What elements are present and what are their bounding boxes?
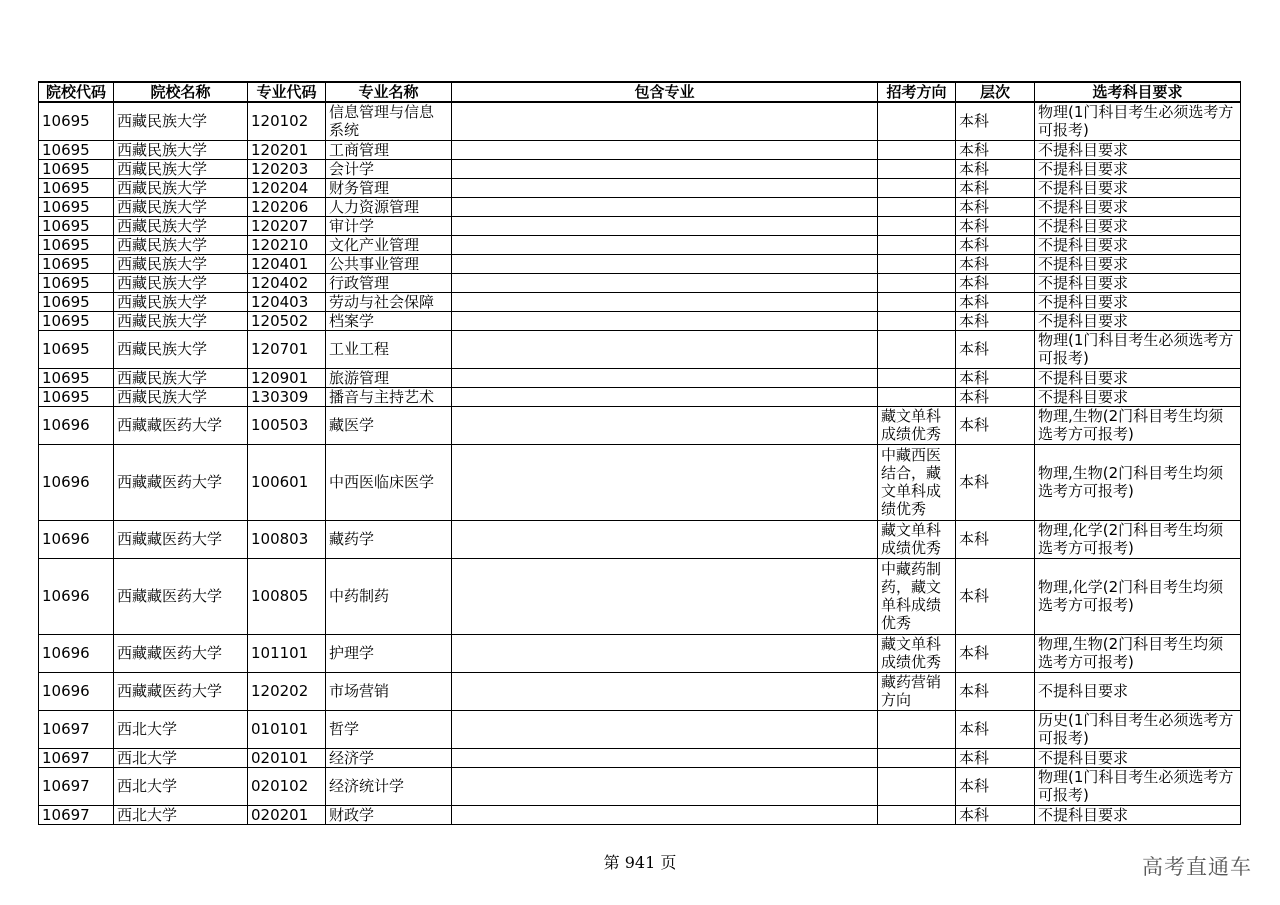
cell-direction	[878, 748, 956, 767]
cell-direction: 藏药营销方向	[878, 672, 956, 710]
table-row	[39, 805, 1241, 824]
cell-major-name: 哲学	[326, 710, 452, 748]
cell-included-majors	[452, 292, 878, 311]
table-row	[39, 102, 1241, 140]
cell-subject-requirement: 不提科目要求	[1035, 387, 1241, 406]
cell-school-code: 10696	[39, 672, 114, 710]
table-row	[39, 197, 1241, 216]
cell-school-code: 10695	[39, 387, 114, 406]
cell-major-name: 中药制药	[326, 558, 452, 634]
header-included-majors: 包含专业	[452, 82, 878, 102]
cell-direction	[878, 159, 956, 178]
cell-school-code: 10697	[39, 710, 114, 748]
cell-included-majors	[452, 197, 878, 216]
cell-school-code: 10697	[39, 805, 114, 824]
cell-school-code: 10695	[39, 159, 114, 178]
cell-level: 本科	[956, 520, 1035, 558]
cell-major-name: 经济学	[326, 748, 452, 767]
header-school-code: 院校代码	[39, 82, 114, 102]
cell-major-name: 行政管理	[326, 273, 452, 292]
cell-major-name: 经济统计学	[326, 767, 452, 805]
cell-included-majors	[452, 710, 878, 748]
cell-school-name: 西藏民族大学	[114, 197, 248, 216]
cell-subject-requirement: 不提科目要求	[1035, 216, 1241, 235]
table-row	[39, 140, 1241, 159]
cell-major-code: 120210	[248, 235, 326, 254]
cell-subject-requirement: 不提科目要求	[1035, 805, 1241, 824]
header-major-name: 专业名称	[326, 82, 452, 102]
cell-school-name: 西北大学	[114, 748, 248, 767]
page-number: 第 941 页	[603, 853, 677, 872]
cell-school-code: 10697	[39, 748, 114, 767]
cell-major-code: 020102	[248, 767, 326, 805]
cell-level: 本科	[956, 140, 1035, 159]
cell-level: 本科	[956, 748, 1035, 767]
cell-subject-requirement: 不提科目要求	[1035, 197, 1241, 216]
cell-major-code: 010101	[248, 710, 326, 748]
cell-level: 本科	[956, 444, 1035, 520]
cell-subject-requirement: 不提科目要求	[1035, 368, 1241, 387]
cell-school-name: 西藏藏医药大学	[114, 634, 248, 672]
cell-major-code: 120206	[248, 197, 326, 216]
cell-major-name: 工商管理	[326, 140, 452, 159]
cell-included-majors	[452, 102, 878, 140]
cell-major-name: 财务管理	[326, 178, 452, 197]
cell-included-majors	[452, 805, 878, 824]
cell-level: 本科	[956, 368, 1035, 387]
cell-subject-requirement: 不提科目要求	[1035, 748, 1241, 767]
table-row	[39, 254, 1241, 273]
cell-school-code: 10695	[39, 330, 114, 368]
cell-level: 本科	[956, 216, 1035, 235]
table-row	[39, 634, 1241, 672]
cell-included-majors	[452, 368, 878, 387]
cell-level: 本科	[956, 292, 1035, 311]
cell-subject-requirement: 不提科目要求	[1035, 140, 1241, 159]
cell-direction: 藏文单科成绩优秀	[878, 406, 956, 444]
cell-direction	[878, 178, 956, 197]
table-row	[39, 159, 1241, 178]
cell-major-code: 020101	[248, 748, 326, 767]
cell-school-name: 西藏民族大学	[114, 273, 248, 292]
cell-major-code: 100803	[248, 520, 326, 558]
cell-school-name: 西藏民族大学	[114, 311, 248, 330]
admission-table	[38, 81, 1241, 825]
cell-major-code: 120102	[248, 102, 326, 140]
cell-major-name: 财政学	[326, 805, 452, 824]
cell-major-name: 人力资源管理	[326, 197, 452, 216]
cell-school-name: 西北大学	[114, 767, 248, 805]
cell-major-code: 100503	[248, 406, 326, 444]
cell-school-code: 10695	[39, 197, 114, 216]
table-row	[39, 558, 1241, 634]
cell-major-code: 120203	[248, 159, 326, 178]
cell-included-majors	[452, 311, 878, 330]
cell-school-code: 10696	[39, 444, 114, 520]
header-school-name: 院校名称	[114, 82, 248, 102]
cell-school-name: 西藏藏医药大学	[114, 672, 248, 710]
cell-level: 本科	[956, 672, 1035, 710]
cell-subject-requirement: 不提科目要求	[1035, 292, 1241, 311]
cell-level: 本科	[956, 235, 1035, 254]
cell-major-name: 工业工程	[326, 330, 452, 368]
cell-school-code: 10695	[39, 311, 114, 330]
cell-level: 本科	[956, 102, 1035, 140]
cell-school-name: 西北大学	[114, 805, 248, 824]
cell-subject-requirement: 不提科目要求	[1035, 672, 1241, 710]
cell-school-name: 西藏民族大学	[114, 216, 248, 235]
cell-included-majors	[452, 748, 878, 767]
cell-level: 本科	[956, 710, 1035, 748]
cell-major-name: 中西医临床医学	[326, 444, 452, 520]
cell-school-name: 西藏民族大学	[114, 387, 248, 406]
table-row	[39, 672, 1241, 710]
cell-major-code: 120204	[248, 178, 326, 197]
cell-school-name: 西北大学	[114, 710, 248, 748]
cell-direction	[878, 368, 956, 387]
cell-direction	[878, 216, 956, 235]
cell-school-name: 西藏藏医药大学	[114, 558, 248, 634]
cell-major-name: 藏药学	[326, 520, 452, 558]
cell-included-majors	[452, 159, 878, 178]
cell-direction: 中藏药制药，藏文单科成绩优秀	[878, 558, 956, 634]
cell-subject-requirement: 不提科目要求	[1035, 254, 1241, 273]
cell-subject-requirement: 物理(1门科目考生必须选考方可报考)	[1035, 767, 1241, 805]
cell-subject-requirement: 不提科目要求	[1035, 235, 1241, 254]
cell-major-name: 信息管理与信息系统	[326, 102, 452, 140]
cell-subject-requirement: 不提科目要求	[1035, 178, 1241, 197]
cell-included-majors	[452, 444, 878, 520]
cell-included-majors	[452, 672, 878, 710]
cell-subject-requirement: 物理(1门科目考生必须选考方可报考)	[1035, 102, 1241, 140]
cell-major-code: 100601	[248, 444, 326, 520]
cell-subject-requirement: 物理,生物(2门科目考生均须选考方可报考)	[1035, 406, 1241, 444]
cell-major-name: 档案学	[326, 311, 452, 330]
cell-school-name: 西藏民族大学	[114, 292, 248, 311]
cell-included-majors	[452, 767, 878, 805]
table-row	[39, 444, 1241, 520]
cell-school-code: 10695	[39, 178, 114, 197]
cell-school-code: 10695	[39, 292, 114, 311]
cell-subject-requirement: 不提科目要求	[1035, 159, 1241, 178]
table-row	[39, 235, 1241, 254]
cell-level: 本科	[956, 254, 1035, 273]
cell-included-majors	[452, 140, 878, 159]
cell-major-name: 审计学	[326, 216, 452, 235]
cell-direction	[878, 235, 956, 254]
cell-level: 本科	[956, 805, 1035, 824]
table-row	[39, 178, 1241, 197]
table-body	[39, 102, 1241, 824]
cell-level: 本科	[956, 558, 1035, 634]
cell-major-code: 120401	[248, 254, 326, 273]
cell-level: 本科	[956, 178, 1035, 197]
cell-level: 本科	[956, 311, 1035, 330]
cell-level: 本科	[956, 387, 1035, 406]
table-row	[39, 520, 1241, 558]
cell-direction	[878, 387, 956, 406]
table-row	[39, 330, 1241, 368]
table-row	[39, 273, 1241, 292]
table-row	[39, 216, 1241, 235]
cell-school-name: 西藏民族大学	[114, 330, 248, 368]
cell-major-code: 120402	[248, 273, 326, 292]
cell-major-name: 护理学	[326, 634, 452, 672]
cell-school-code: 10696	[39, 634, 114, 672]
cell-subject-requirement: 物理(1门科目考生必须选考方可报考)	[1035, 330, 1241, 368]
cell-level: 本科	[956, 330, 1035, 368]
cell-school-code: 10695	[39, 102, 114, 140]
cell-direction	[878, 292, 956, 311]
cell-major-code: 120901	[248, 368, 326, 387]
cell-direction: 藏文单科成绩优秀	[878, 634, 956, 672]
cell-direction	[878, 805, 956, 824]
cell-major-name: 会计学	[326, 159, 452, 178]
cell-subject-requirement: 物理,生物(2门科目考生均须选考方可报考)	[1035, 444, 1241, 520]
cell-included-majors	[452, 520, 878, 558]
table-header-row	[39, 82, 1241, 102]
cell-major-code: 120202	[248, 672, 326, 710]
cell-level: 本科	[956, 767, 1035, 805]
cell-direction	[878, 330, 956, 368]
cell-school-code: 10695	[39, 254, 114, 273]
cell-major-code: 120403	[248, 292, 326, 311]
cell-subject-requirement: 物理,化学(2门科目考生均须选考方可报考)	[1035, 520, 1241, 558]
table-row	[39, 767, 1241, 805]
cell-level: 本科	[956, 197, 1035, 216]
cell-school-code: 10695	[39, 216, 114, 235]
cell-major-code: 120207	[248, 216, 326, 235]
cell-school-code: 10695	[39, 235, 114, 254]
cell-school-name: 西藏民族大学	[114, 159, 248, 178]
cell-subject-requirement: 物理,化学(2门科目考生均须选考方可报考)	[1035, 558, 1241, 634]
header-level: 层次	[956, 82, 1035, 102]
cell-major-code: 101101	[248, 634, 326, 672]
cell-school-name: 西藏民族大学	[114, 254, 248, 273]
cell-direction	[878, 140, 956, 159]
header-direction: 招考方向	[878, 82, 956, 102]
cell-major-code: 130309	[248, 387, 326, 406]
table-row	[39, 387, 1241, 406]
cell-school-name: 西藏藏医药大学	[114, 520, 248, 558]
cell-level: 本科	[956, 634, 1035, 672]
cell-subject-requirement: 物理,生物(2门科目考生均须选考方可报考)	[1035, 634, 1241, 672]
cell-subject-requirement: 不提科目要求	[1035, 311, 1241, 330]
cell-major-name: 文化产业管理	[326, 235, 452, 254]
cell-included-majors	[452, 216, 878, 235]
cell-direction	[878, 767, 956, 805]
cell-major-code: 120201	[248, 140, 326, 159]
cell-school-code: 10695	[39, 140, 114, 159]
cell-major-name: 旅游管理	[326, 368, 452, 387]
cell-included-majors	[452, 406, 878, 444]
cell-subject-requirement: 不提科目要求	[1035, 273, 1241, 292]
cell-included-majors	[452, 254, 878, 273]
cell-direction	[878, 710, 956, 748]
cell-major-name: 藏医学	[326, 406, 452, 444]
cell-school-name: 西藏民族大学	[114, 178, 248, 197]
cell-direction: 藏文单科成绩优秀	[878, 520, 956, 558]
table-row	[39, 406, 1241, 444]
cell-direction	[878, 102, 956, 140]
header-subject-requirement: 选考科目要求	[1035, 82, 1241, 102]
cell-school-code: 10696	[39, 406, 114, 444]
cell-school-name: 西藏民族大学	[114, 368, 248, 387]
cell-level: 本科	[956, 406, 1035, 444]
cell-school-code: 10695	[39, 368, 114, 387]
cell-school-code: 10697	[39, 767, 114, 805]
cell-school-name: 西藏民族大学	[114, 140, 248, 159]
cell-school-code: 10696	[39, 520, 114, 558]
cell-direction	[878, 273, 956, 292]
table-row	[39, 368, 1241, 387]
table-row	[39, 710, 1241, 748]
cell-major-name: 公共事业管理	[326, 254, 452, 273]
cell-level: 本科	[956, 159, 1035, 178]
cell-included-majors	[452, 634, 878, 672]
cell-major-name: 劳动与社会保障	[326, 292, 452, 311]
watermark-logo-text: 高考直通车	[1142, 855, 1252, 879]
cell-major-code: 120502	[248, 311, 326, 330]
cell-school-name: 西藏民族大学	[114, 235, 248, 254]
cell-school-code: 10695	[39, 273, 114, 292]
table-row	[39, 292, 1241, 311]
cell-level: 本科	[956, 273, 1035, 292]
cell-included-majors	[452, 330, 878, 368]
cell-direction: 中藏西医结合，藏文单科成绩优秀	[878, 444, 956, 520]
cell-direction	[878, 254, 956, 273]
cell-major-name: 市场营销	[326, 672, 452, 710]
table-row	[39, 748, 1241, 767]
cell-included-majors	[452, 273, 878, 292]
header-major-code: 专业代码	[248, 82, 326, 102]
cell-major-code: 020201	[248, 805, 326, 824]
cell-included-majors	[452, 235, 878, 254]
cell-school-name: 西藏民族大学	[114, 102, 248, 140]
cell-included-majors	[452, 178, 878, 197]
cell-included-majors	[452, 387, 878, 406]
cell-major-code: 100805	[248, 558, 326, 634]
cell-included-majors	[452, 558, 878, 634]
cell-school-code: 10696	[39, 558, 114, 634]
cell-school-name: 西藏藏医药大学	[114, 406, 248, 444]
cell-direction	[878, 197, 956, 216]
cell-major-code: 120701	[248, 330, 326, 368]
cell-subject-requirement: 历史(1门科目考生必须选考方可报考)	[1035, 710, 1241, 748]
table-row	[39, 311, 1241, 330]
cell-school-name: 西藏藏医药大学	[114, 444, 248, 520]
cell-direction	[878, 311, 956, 330]
cell-major-name: 播音与主持艺术	[326, 387, 452, 406]
